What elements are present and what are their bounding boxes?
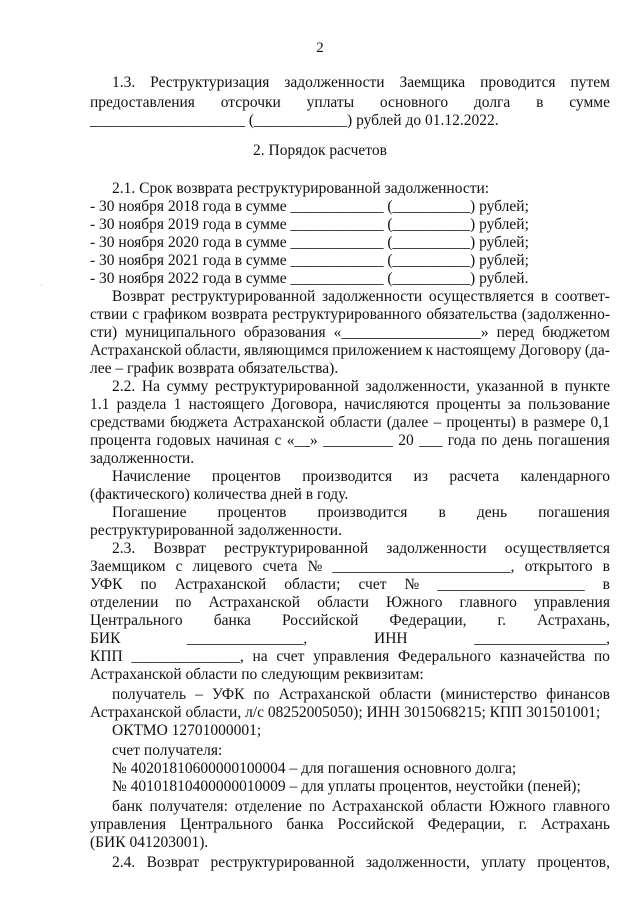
word: Центрального bbox=[90, 612, 183, 629]
word: Федерации, bbox=[389, 612, 467, 629]
p21-text-line bbox=[90, 342, 610, 360]
word: по bbox=[253, 686, 270, 703]
p23-line bbox=[90, 558, 610, 576]
recipient-line: Астраханской области, л/с 08252005050); ИНН 3015068215; КПП 301501001; bbox=[90, 704, 601, 721]
word: – bbox=[195, 686, 203, 703]
word: перед bbox=[496, 324, 535, 341]
word: 1.1 bbox=[90, 396, 110, 413]
p22-line: задолженности. bbox=[90, 450, 195, 467]
p22-calc-line: (фактического) количества дней в году. bbox=[90, 486, 349, 503]
bank-line bbox=[90, 816, 610, 834]
word: Астрахань, bbox=[537, 612, 610, 629]
p22-line bbox=[90, 432, 610, 450]
word: соответ- bbox=[554, 288, 610, 305]
word: образования bbox=[243, 324, 326, 341]
word: расчета bbox=[449, 468, 500, 485]
word: управления bbox=[90, 816, 167, 833]
scan-speck: · bbox=[40, 280, 43, 290]
schedule-line: - 30 ноября 2021 года в сумме ____________ (__________) рублей; bbox=[90, 252, 529, 269]
word: финансов bbox=[546, 686, 610, 703]
word: 2.3. bbox=[112, 540, 136, 557]
word: счет bbox=[358, 576, 387, 593]
word: начисляются bbox=[344, 396, 430, 413]
word: календарного bbox=[520, 468, 610, 485]
word: КПП bbox=[90, 648, 123, 665]
schedule-line: - 30 ноября 2019 года в сумме ____________ (__________) рублей; bbox=[90, 216, 529, 233]
account-line-2: № 40101810400000010009 – для уплаты процентов, неустойки (пеней); bbox=[112, 778, 581, 795]
word: осуществляется bbox=[428, 288, 535, 305]
word: _________________, bbox=[474, 630, 610, 647]
word: настоящему bbox=[436, 342, 516, 359]
word: Южного bbox=[385, 594, 443, 611]
p22-pay-line bbox=[112, 504, 610, 522]
p23-line bbox=[90, 648, 610, 666]
word: по bbox=[140, 576, 157, 593]
word: 1.3. bbox=[112, 74, 136, 91]
schedule-line: - 30 ноября 2022 года в сумме ____________ (__________) рублей. bbox=[90, 270, 529, 287]
account-line-1: № 40201810600000100004 – для погашения основного долга; bbox=[112, 760, 517, 777]
word: Реструктуризация bbox=[150, 74, 270, 91]
word: открытого bbox=[524, 558, 593, 575]
word: 20 bbox=[398, 432, 414, 449]
word: к bbox=[425, 342, 434, 359]
word: Возврат bbox=[146, 854, 200, 871]
word: задолженности bbox=[284, 74, 385, 91]
word: с bbox=[274, 432, 282, 449]
word: Федерации, bbox=[427, 816, 505, 833]
word: области bbox=[317, 594, 369, 611]
word: указанной bbox=[476, 378, 544, 395]
word: годовых bbox=[156, 432, 211, 449]
word: банка bbox=[286, 816, 324, 833]
word: № bbox=[404, 576, 420, 593]
word: обязательства bbox=[426, 306, 518, 323]
word: в bbox=[438, 504, 446, 521]
word: 0,1 bbox=[590, 414, 610, 431]
word: ___ bbox=[419, 432, 443, 449]
word: задолженности, bbox=[365, 854, 470, 871]
word: Южного bbox=[489, 798, 546, 815]
word: Начисление bbox=[112, 468, 191, 485]
p21-text-line bbox=[112, 288, 610, 306]
word: с bbox=[175, 558, 183, 575]
word: реструктурированной bbox=[224, 540, 369, 557]
word: в bbox=[540, 288, 549, 305]
word: управления bbox=[533, 594, 610, 611]
word: в bbox=[521, 414, 529, 431]
recipient-line bbox=[112, 686, 610, 704]
p13-line-2 bbox=[90, 94, 610, 112]
word: ствии bbox=[90, 306, 128, 323]
word: _______________________, bbox=[332, 558, 515, 575]
word: (задолженно- bbox=[521, 306, 610, 323]
word: счет bbox=[276, 648, 305, 665]
word: _______________, bbox=[187, 630, 308, 647]
word: по bbox=[308, 798, 325, 815]
word: (далее bbox=[386, 414, 429, 431]
word: УФК bbox=[90, 576, 123, 593]
word: 1 bbox=[173, 396, 182, 413]
word: области bbox=[329, 414, 382, 431]
word: Российской bbox=[281, 612, 359, 629]
word: бюджетом bbox=[542, 324, 610, 341]
p13-line-3: ____________________ (____________) рублей до 01.12.2022. bbox=[90, 112, 499, 129]
word: погашения bbox=[538, 504, 610, 521]
word: день bbox=[502, 432, 533, 449]
word: в bbox=[602, 576, 610, 593]
word: реструктурированной bbox=[214, 378, 359, 395]
word: получатель bbox=[112, 686, 187, 703]
word: области bbox=[379, 686, 432, 703]
word: области, bbox=[184, 342, 241, 359]
word: погашения bbox=[538, 432, 610, 449]
word: в bbox=[550, 378, 558, 395]
word: осуществляется bbox=[504, 540, 610, 557]
word: на bbox=[252, 648, 268, 665]
p23-line: Астраханской области по следующим реквизитам: bbox=[90, 666, 424, 683]
word: процентов bbox=[211, 468, 281, 485]
word: УФК bbox=[212, 686, 245, 703]
oktmo-line: ОКТМО 12701000001; bbox=[112, 722, 262, 739]
word: раздела bbox=[116, 396, 167, 413]
word: реструктурированной bbox=[210, 854, 355, 871]
word: г. bbox=[518, 816, 528, 833]
word: путем bbox=[570, 74, 610, 91]
word: в bbox=[602, 558, 610, 575]
p22-pay-line: реструктурированной задолженности. bbox=[90, 522, 342, 539]
word: реструктурированного bbox=[272, 306, 422, 323]
word: задолженности bbox=[386, 540, 487, 557]
p23-line bbox=[90, 594, 610, 612]
word: предоставления bbox=[90, 94, 195, 111]
word: приложением bbox=[332, 342, 423, 359]
word: сумме bbox=[569, 94, 610, 111]
word: долга bbox=[473, 94, 511, 111]
p22-line bbox=[90, 414, 610, 432]
p21-text-line bbox=[90, 306, 610, 324]
word: процентов, bbox=[537, 854, 610, 871]
account-label: счет получателя: bbox=[112, 742, 223, 759]
word: главного bbox=[459, 594, 517, 611]
word: за bbox=[507, 396, 521, 413]
word: Астраханской bbox=[278, 686, 371, 703]
word: Федерального bbox=[397, 648, 491, 665]
bank-line: (БИК 041203001). bbox=[90, 834, 209, 851]
word: получателя: bbox=[149, 798, 228, 815]
word: _________ bbox=[323, 432, 393, 449]
word: БИК bbox=[90, 630, 121, 647]
word: с bbox=[132, 306, 139, 323]
word: проводится bbox=[480, 74, 556, 91]
word: Астраханской bbox=[174, 576, 267, 593]
word: сумму bbox=[166, 378, 209, 395]
word: отделение bbox=[234, 798, 302, 815]
word: На bbox=[141, 378, 160, 395]
word: производится bbox=[317, 504, 408, 521]
p22-line bbox=[90, 396, 610, 414]
page-number: 2 bbox=[316, 40, 324, 56]
word: начиная bbox=[216, 432, 270, 449]
word: процентов bbox=[217, 504, 287, 521]
word: лицевого bbox=[192, 558, 253, 575]
word: в bbox=[536, 94, 544, 111]
word: казначейства bbox=[499, 648, 586, 665]
word: Возврат bbox=[153, 540, 206, 557]
word: основного bbox=[379, 94, 449, 111]
word: г. bbox=[497, 612, 506, 629]
word: уплату bbox=[481, 854, 526, 871]
word: области bbox=[430, 798, 483, 815]
word: возврата bbox=[211, 306, 268, 323]
word: день bbox=[476, 504, 508, 521]
word: (министерство bbox=[440, 686, 538, 703]
word: управления bbox=[313, 648, 390, 665]
word: проценты) bbox=[446, 414, 516, 431]
word: Договору bbox=[519, 342, 582, 359]
word: Астраханской bbox=[331, 798, 424, 815]
word: Возврат bbox=[112, 288, 165, 305]
word: Договора, bbox=[271, 396, 338, 413]
p22-calc-line bbox=[112, 468, 610, 486]
word: Астраханской bbox=[233, 414, 325, 431]
word: настоящего bbox=[188, 396, 265, 413]
word: Астраханской bbox=[90, 342, 182, 359]
word: графиком bbox=[143, 306, 207, 323]
word: размере bbox=[533, 414, 586, 431]
word: по bbox=[481, 432, 498, 449]
word: реструктурированной bbox=[171, 288, 316, 305]
word: «__________________» bbox=[333, 324, 489, 341]
word: процента bbox=[90, 432, 152, 449]
word: (да- bbox=[584, 342, 610, 359]
word: уплаты bbox=[306, 94, 355, 111]
word: пункте bbox=[564, 378, 610, 395]
p23-line bbox=[112, 540, 610, 558]
word: муниципального bbox=[125, 324, 236, 341]
word: – bbox=[433, 414, 442, 431]
word: Погашение bbox=[112, 504, 187, 521]
word: пользование bbox=[528, 396, 610, 413]
word: счета bbox=[262, 558, 298, 575]
word: Российской bbox=[337, 816, 414, 833]
word: ___________________ bbox=[437, 576, 585, 593]
word: Центрального bbox=[179, 816, 273, 833]
word: № bbox=[307, 558, 323, 575]
word: производится bbox=[302, 468, 393, 485]
word: ______________, bbox=[131, 648, 244, 665]
bank-line bbox=[112, 798, 610, 816]
p22-line bbox=[112, 378, 610, 396]
word: банк bbox=[112, 798, 143, 815]
word: задолженности bbox=[321, 288, 423, 305]
p23-line bbox=[90, 576, 610, 594]
word: 2.4. bbox=[112, 854, 136, 871]
word: «__» bbox=[286, 432, 318, 449]
word: ИНН bbox=[374, 630, 408, 647]
p23-line bbox=[90, 630, 610, 648]
word: являющимся bbox=[244, 342, 329, 359]
word: сти) bbox=[90, 324, 118, 341]
p13-line-1 bbox=[112, 74, 610, 92]
p21-text-line: лее – график возврата обязательства). bbox=[90, 360, 339, 377]
word: по bbox=[175, 594, 192, 611]
word: задолженности, bbox=[365, 378, 470, 395]
word: бюджета bbox=[170, 414, 228, 431]
word: Астраханской bbox=[208, 594, 301, 611]
word: банка bbox=[213, 612, 251, 629]
word: Заемщиком bbox=[90, 558, 166, 575]
p21-intro: 2.1. Срок возврата реструктурированной задолженности: bbox=[112, 180, 490, 197]
word: главного bbox=[552, 798, 610, 815]
word: проценты bbox=[436, 396, 501, 413]
word: Заемщика bbox=[399, 74, 466, 91]
word: Астрахань bbox=[540, 816, 610, 833]
word: средствами bbox=[90, 414, 165, 431]
word: по bbox=[593, 648, 610, 665]
p21-text-line bbox=[90, 324, 610, 342]
word: отсрочки bbox=[220, 94, 281, 111]
word: года bbox=[447, 432, 476, 449]
word: области; bbox=[284, 576, 341, 593]
schedule-line: - 30 ноября 2018 года в сумме ____________ (__________) рублей; bbox=[90, 198, 529, 215]
p23-line bbox=[90, 612, 610, 630]
section-title: 2. Порядок расчетов bbox=[253, 142, 387, 159]
word: отделении bbox=[90, 594, 159, 611]
word: из bbox=[413, 468, 428, 485]
p24-line bbox=[112, 854, 610, 872]
schedule-line: - 30 ноября 2020 года в сумме ____________ (__________) рублей; bbox=[90, 234, 529, 251]
word: 2.2. bbox=[112, 378, 136, 395]
